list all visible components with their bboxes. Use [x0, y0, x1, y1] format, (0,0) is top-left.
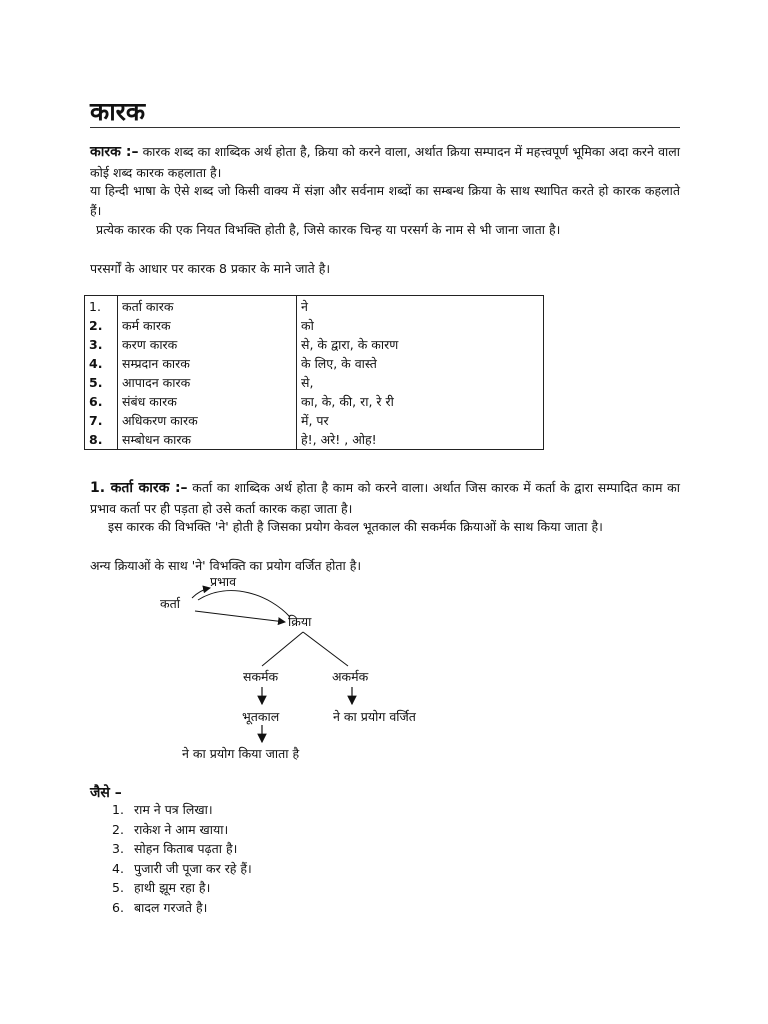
label-karta: कर्ता — [160, 596, 180, 611]
item-number: 4. — [112, 860, 124, 876]
branch-line-left — [262, 632, 303, 666]
karta-diagram — [0, 570, 768, 770]
list-item — [112, 898, 252, 918]
list-item — [112, 859, 252, 879]
label-bhootkal: भूतकाल — [242, 709, 280, 724]
item-text: राम ने पत्र लिखा। — [134, 802, 213, 817]
intro-paragraph-1 — [90, 142, 680, 182]
row-number: 8. — [85, 430, 118, 450]
karak-sign: को — [301, 318, 314, 333]
karak-name: कर्म कारक — [118, 316, 297, 335]
item-text: पुजारी जी पूजा कर रहे हैं। — [134, 860, 252, 876]
karak-sign: से, — [301, 375, 314, 390]
karak-name: आपादन कारक — [118, 373, 297, 392]
table-row — [85, 392, 544, 411]
page-title: कारक — [90, 97, 146, 126]
section1-term: 1. कर्ता कारक :– — [90, 480, 188, 496]
examples-list — [112, 800, 252, 917]
intro-text-1: कारक शब्द का शाब्दिक अर्थ होता है, क्रिया को करने वाला, अर्थात क्रिया सम्पादन में महत्त्वपूर्ण भूमिका अदा करने वाला कोई शब्द कारक कहलाता है। — [90, 144, 680, 180]
row-number: 1. — [85, 296, 118, 317]
karak-sign: में, पर — [301, 413, 329, 428]
list-item — [112, 878, 252, 898]
list-item — [112, 839, 252, 859]
intro-term: कारक :– — [90, 144, 139, 160]
item-text: सोहन किताब पढ़ता है। — [134, 841, 238, 856]
title-underline — [90, 127, 680, 128]
label-akarmak: अकर्मक — [332, 669, 369, 684]
karak-sign: का, के, की, रा, रे री — [301, 394, 394, 409]
table-row — [85, 373, 544, 392]
karak-name: करण कारक — [118, 335, 297, 354]
arrow-line-to-kriya — [195, 611, 285, 622]
label-ne-varjit: ने का प्रयोग वर्जित — [333, 709, 416, 724]
item-text: बादल गरजते है। — [134, 899, 208, 915]
item-number: 1. — [112, 802, 124, 817]
karak-name: अधिकरण कारक — [118, 411, 297, 430]
item-text: राकेश ने आम खाया। — [134, 821, 229, 837]
intro-paragraph-3: प्रत्येक कारक की एक नियत विभक्ति होती है, जिसे कारक चिन्ह या परसर्ग के नाम से भी जाना जाता है। — [96, 222, 561, 237]
karak-sign: ने — [301, 299, 308, 314]
row-number: 2. — [85, 316, 118, 335]
label-ne-kiya: ने का प्रयोग किया जाता है — [182, 746, 300, 761]
section1-text-1: कर्ता का शाब्दिक अर्थ होता है काम को करने वाला। अर्थात जिस कारक में कर्ता के द्वारा सम्पादित काम का प्रभाव कर्ता पर ही पड़ता हो उसे कर्ता कारक कहा जाता है। — [90, 480, 680, 516]
list-item — [112, 820, 252, 840]
table-row — [85, 430, 544, 450]
arrow-karta-to-prabhav — [192, 588, 210, 598]
item-number: 3. — [112, 841, 124, 856]
section1-paragraph-1 — [90, 478, 680, 518]
branch-line-right — [303, 632, 348, 666]
item-number: 2. — [112, 821, 124, 837]
list-item — [112, 800, 252, 820]
item-text: हाथी झूम रहा है। — [134, 880, 211, 895]
section1-paragraph-2: इस कारक की विभक्ति 'ने' होती है जिसका प्रयोग केवल भूतकाल की सकर्मक क्रियाओं के साथ किया जाता है। — [108, 519, 603, 534]
table-row — [85, 411, 544, 430]
karak-table — [84, 295, 544, 450]
intro-paragraph-2: या हिन्दी भाषा के ऐसे शब्द जो किसी वाक्य में संज्ञा और सर्वनाम शब्दों का सम्बन्ध क्रिया के साथ स्थापित करते हो कारक कहलाते हैं। — [90, 183, 680, 218]
label-prabhav: प्रभाव — [210, 574, 237, 589]
label-kriya: क्रिया — [288, 614, 312, 629]
section1-paragraph-3: अन्य क्रियाओं के साथ 'ने' विभक्ति का प्रयोग वर्जित होता है। — [90, 558, 362, 573]
diagram-lines — [0, 570, 768, 770]
row-number: 7. — [85, 411, 118, 430]
row-number: 3. — [85, 335, 118, 354]
row-number: 6. — [85, 392, 118, 411]
item-number: 5. — [112, 880, 124, 895]
intro-paragraph-4: परसर्गों के आधार पर कारक 8 प्रकार के माने जाते है। — [90, 261, 331, 276]
table-row — [85, 335, 544, 354]
row-number: 5. — [85, 373, 118, 392]
table-row — [85, 354, 544, 373]
label-sakarmak: सकर्मक — [243, 669, 279, 684]
table-row — [85, 296, 544, 317]
row-number: 4. — [85, 354, 118, 373]
karak-name: संबंध कारक — [118, 392, 297, 411]
item-number: 6. — [112, 899, 124, 915]
karak-name: सम्बोधन कारक — [118, 430, 297, 450]
karak-name: सम्प्रदान कारक — [118, 354, 297, 373]
karak-sign: हे!, अरे! , ओह! — [301, 432, 377, 447]
table-row — [85, 316, 544, 335]
karak-sign: से, के द्वारा, के कारण — [301, 337, 399, 352]
karak-sign: के लिए, के वास्ते — [301, 356, 377, 371]
karak-name: कर्ता कारक — [118, 296, 297, 317]
examples-label: जैसे – — [90, 785, 122, 801]
